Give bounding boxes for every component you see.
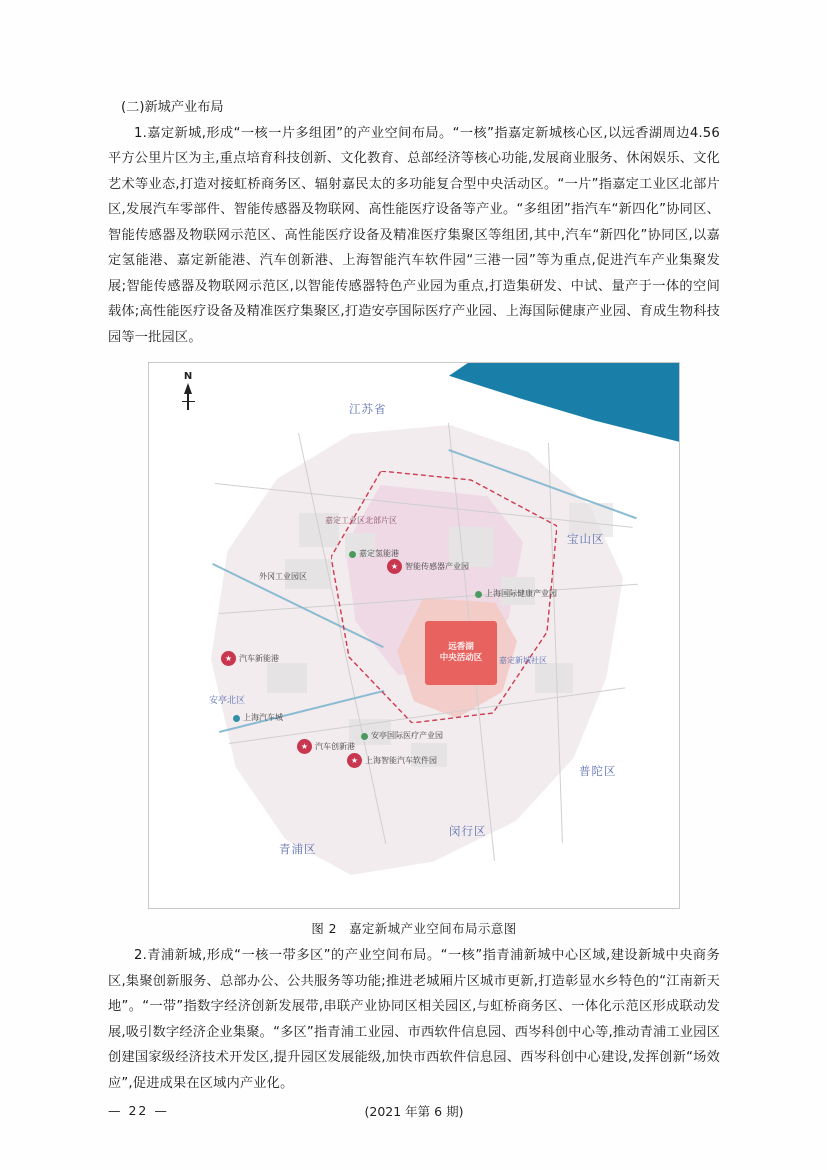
poi-label-new-energy-port: 汽车新能港 — [239, 654, 279, 663]
paragraph-2: 2.青浦新城,形成“一核一带多区”的产业空间布局。“一核”指青浦新城中心区域,建设新城中央商务区,集聚创新服务、总部办公、公共服务等功能;推进老城厢片区城市更新,打造彰显水乡特色的“江南新天地”。“一带”指数字经济创新发展带,串联产业协同区相关园区,与虹桥商务区、一体化示范区形成联动发展,吸引数字经济企业集聚。“多区”指青浦工业园、市西软件信息园、西岑科创中心等,推动青浦工业园区创建国家级经济技术开发区,提升园区发展能级,加快市西软件信息园、西岑科创中心建设,发挥创新“场效应”,促进成果在区域内产业化。 — [108, 948, 720, 1091]
poi-label-sensor-park: 智能传感器产业园 — [405, 562, 469, 571]
page-number: — 22 — — [108, 1103, 169, 1118]
poi-marker-icon — [349, 551, 356, 558]
area-label-waigang: 外冈工业园区 — [259, 572, 307, 581]
district-label-qingpu: 青浦区 — [279, 842, 317, 856]
poi-marker-icon: ★ — [297, 739, 312, 754]
poi-label-anting-north: 安亭北区 — [209, 696, 246, 706]
poi-label-health-park: 上海国际健康产业园 — [485, 589, 557, 598]
poi-marker-icon — [233, 715, 240, 722]
poi-label-anting-medical: 安亭国际医疗产业园 — [371, 731, 443, 740]
core-activity-zone — [425, 621, 497, 685]
page-footer — [108, 1103, 720, 1118]
map-parcel — [267, 663, 307, 693]
core-zone-label-line2: 中央活动区 — [439, 653, 483, 663]
district-label-baoshan: 宝山区 — [567, 532, 605, 546]
compass-needle-icon — [184, 383, 192, 394]
core-zone-label-line1: 远香湖 — [448, 642, 474, 652]
poi-label-auto-innovation-port: 汽车创新港 — [315, 742, 355, 751]
district-label-jiangsu: 江苏省 — [349, 402, 387, 416]
compass-north-label: N — [183, 371, 193, 382]
poi-label-auto-software-park: 上海智能汽车软件园 — [365, 756, 437, 765]
poi-marker-icon: ★ — [387, 559, 402, 574]
section-heading: (二)新城产业布局 — [121, 100, 224, 115]
compass-rose — [175, 371, 201, 417]
figure-caption — [108, 919, 720, 937]
poi-label-auto-city: 上海汽车城 — [243, 713, 283, 722]
district-label-putuo: 普陀区 — [579, 764, 617, 778]
figure-title: 嘉定新城产业空间布局示意图 — [349, 921, 517, 936]
poi-marker-icon: ★ — [221, 651, 236, 666]
issue-label: (2021 年第 6 期) — [364, 1103, 464, 1119]
figure-container — [108, 362, 720, 909]
figure-number: 图 2 — [311, 921, 338, 936]
page-content — [108, 95, 720, 1096]
poi-marker-icon: ★ — [347, 753, 362, 768]
poi-label-hydrogen-port: 嘉定氢能港 — [359, 549, 399, 558]
area-label-north-industrial: 嘉定工业区北部片区 — [325, 516, 397, 525]
poi-marker-icon — [475, 591, 482, 598]
poi-label-jiading-community: 嘉定新城社区 — [499, 656, 547, 665]
paragraph-1: 1.嘉定新城,形成“一核一片多组团”的产业空间布局。“一核”指嘉定新城核心区,以远香湖周边4.56平方公里片区为主,重点培育科技创新、文化教育、总部经济等核心功能,发展商业服务、休闲娱乐、文化艺术等业态,打造对接虹桥商务区、辐射嘉民太的多功能复合型中央活动区。“一片”指嘉定工业区北部片区,发展汽车零部件、智能传感器及物联网、高性能医疗设备等产业。“多组团”指汽车“新四化”协同区、智能传感器及物联网示范区、高性能医疗设备及精准医疗集聚区等组团,其中,汽车“新四化”协同区,以嘉定氢能港、嘉定新能港、汽车创新港、上海智能汽车软件园“三港一园”等为重点,促进汽车产业集聚发展;智能传感器及物联网示范区,以智能传感器特色产业园为重点,打造集研发、中试、量产于一体的空间载体;高性能医疗设备及精准医疗集聚区,打造安亭国际医疗产业园、上海国际健康产业园、育成生物科技园等一批园区。 — [108, 125, 720, 345]
map-figure — [148, 362, 680, 909]
district-label-minhang: 闵行区 — [449, 824, 487, 838]
poi-marker-icon — [361, 733, 368, 740]
compass-bar — [182, 401, 195, 402]
